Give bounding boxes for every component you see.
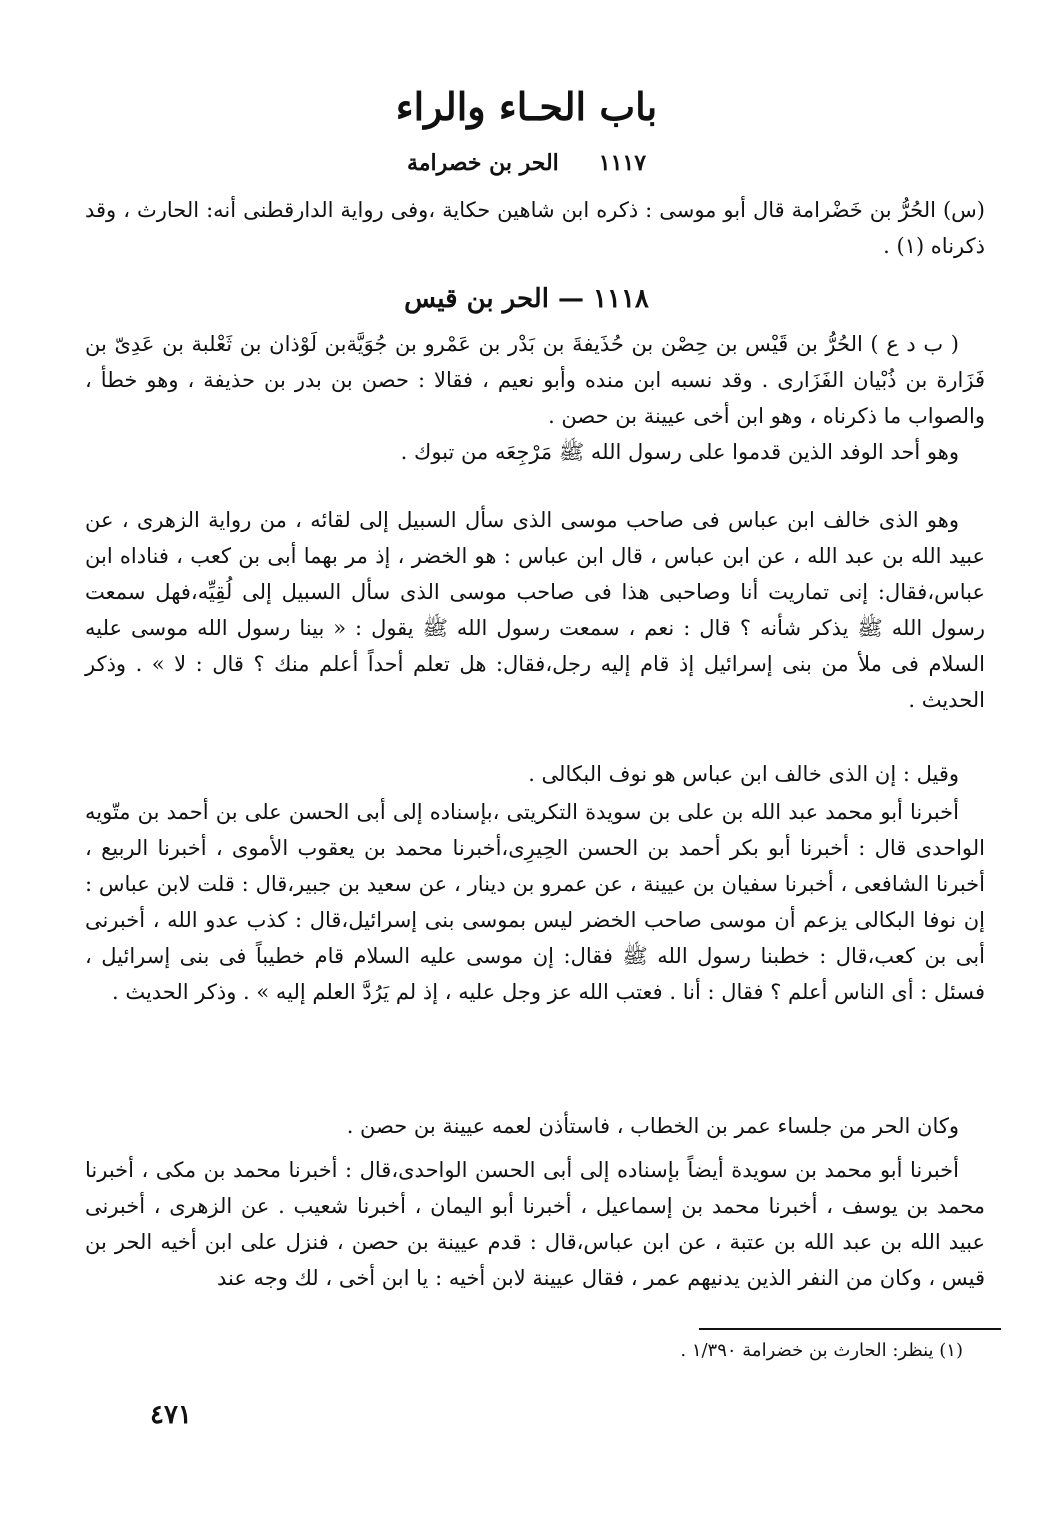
entry-1117-name: الحر بن خصرامة <box>406 150 559 176</box>
entry-1118-hadith <box>85 794 985 1010</box>
footnote-divider <box>699 1328 1001 1330</box>
entry-1118-heading: ١١١٨ — الحر بن قيس <box>404 284 649 314</box>
paragraph: وهو أحد الوفد الذين قدموا على رسول الله ﷺ مَرْجِعَه من تبوك . <box>400 440 959 464</box>
paragraph: وكان الحر من جلساء عمر بن الخطاب ، فاستأذن لعمه عيينة بن حصن . <box>346 1114 959 1138</box>
entry-1118-intro <box>85 326 985 470</box>
paragraph: أخبرنا أبو محمد عبد الله بن على بن سويدة التكريتى ،بإسناده إلى أبى الحسن على بن أحمد بن متّويه الواحدى قال : أخبرنا أبو بكر أحمد بن الحسن الحِيرِى،أخبرنا محمد بن يعقوب الأموى ، أخبرنا الربيع ، أخبرنا الشافعى ، أخبرنا سفيان بن عيينة ، عن عمرو بن دينار ، عن سعيد بن جبير،قال : قلت لابن عباس : إن نوفا البكالى يزعم أن موسى صاحب الخضر ليس بموسى بنى إسرائيل،قال : كذب عدو الله ، أخبرنى أبى بن كعب،قال : خطبنا رسول الله ﷺ فقال: إن موسى عليه السلام قام خطيباً فى بنى إسرائيل ، فسئل : أى الناس أعلم ؟ فقال : أنا . فعتب الله عز وجل عليه ، إذ لم يَرُدَّ العلم إليه » . وذكر الحديث . <box>85 800 985 1004</box>
entry-1117-number: ١١١٧ <box>598 150 647 176</box>
paragraph: أخبرنا أبو محمد بن سويدة أيضاً بإسناده إلى أبى الحسن الواحدى،قال : أخبرنا محمد بن مكى ، أخبرنا محمد بن يوسف ، أخبرنا محمد بن إسماعيل ، أخبرنا أبو اليمان ، أخبرنا شعيب . عن الزهرى ، أخبرنى عبيد الله بن عبد الله بن عتبة ، عن ابن عباس،قال : قدم عيينة بن حصن ، فنزل على ابن أخيه الحر بن قيس ، وكان من النفر الذين يدنيهم عمر ، فقال عيينة لابن أخيه : يا ابن أخى ، لك وجه عند <box>85 1158 986 1290</box>
entry-1118-nawf <box>85 756 985 792</box>
entry-1118-umar <box>85 1108 985 1144</box>
entry-1117-body <box>85 192 985 264</box>
footnote: (١) ينظر: الحارث بن خضرامة ١/٣٩٠ . <box>680 1340 963 1361</box>
paragraph: وهو الذى خالف ابن عباس فى صاحب موسى الذى سأل السبيل إلى لقائه ، من رواية الزهرى ، عن عبيد الله بن عبد الله ، عن ابن عباس ، قال ابن عباس : هو الخضر ، إذ مر بهما أبى بن كعب ، فناداه ابن عباس،فقال: إنى تماريت أنا وصاحبى هذا فى صاحب موسى الذى سأل السبيل إلى لُقِيِّه،فهل سمعت رسول الله ﷺ يذكر شأنه ؟ قال : نعم ، سمعت رسول الله ﷺ يقول : « بينا رسول الله موسى عليه السلام فى ملأ من بنى إسرائيل إذ قام إليه رجل،فقال: هل تعلم أحداً أعلم منك ؟ قال : لا » . وذكر الحديث . <box>85 508 985 712</box>
entry-1117-text: (س) الحُرُّ بن خَضْرامة قال أبو موسى : ذكره ابن شاهين حكاية ،وفى رواية الدارقطنى أنه: الحارث ، وقد ذكرناه (١) . <box>85 198 985 258</box>
entry-1118-uyayna <box>85 1152 985 1296</box>
chapter-title: باب الحـاء والراء <box>395 84 658 129</box>
entry-1117-heading <box>0 150 1053 176</box>
entry-1118-khidr <box>85 502 985 718</box>
paragraph: ( ب د ع ) الحُرُّ بن قَيْس بن حِصْن بن حُذَيفةَ بن بَدْر بن عَمْرو بن جُوَيَّةبن لَوْذان بن ثَعْلبة بن عَدِىّ بن فَزَارة بن ذُبْيان الفَزَارى . وقد نسبه ابن منده وأبو نعيم ، فقالا : حصن بن بدر بن حذيفة ، وهو خطأ ، والصواب ما ذكرناه ، وهو ابن أخى عيينة بن حصن . <box>85 332 985 428</box>
paragraph: وقيل : إن الذى خالف ابن عباس هو نوف البكالى . <box>528 762 959 786</box>
page-number: ٤٧١ <box>150 1400 192 1430</box>
